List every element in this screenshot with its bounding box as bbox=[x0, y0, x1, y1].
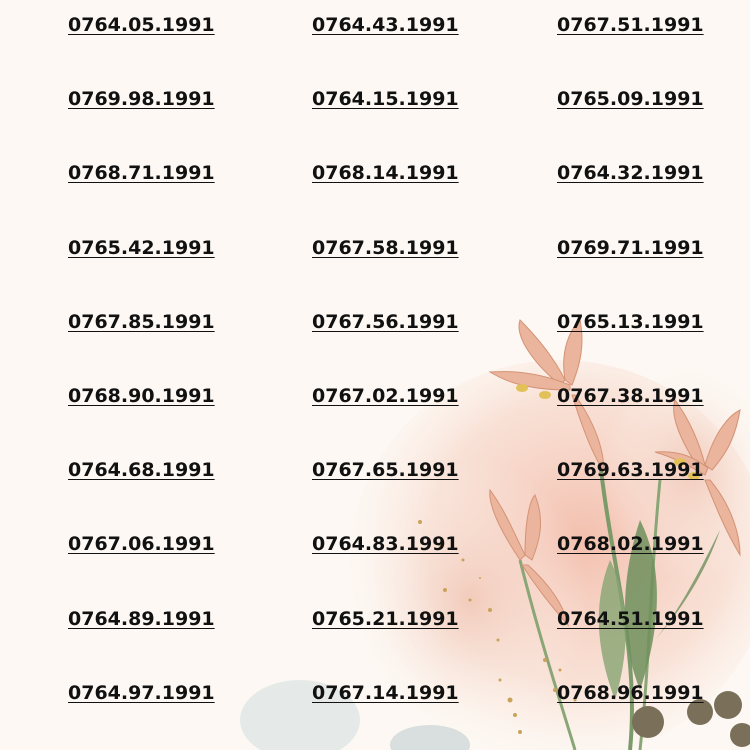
number-link[interactable]: 0767.56.1991 bbox=[312, 311, 459, 333]
number-link[interactable]: 0764.68.1991 bbox=[68, 459, 215, 481]
number-link[interactable]: 0764.43.1991 bbox=[312, 14, 459, 36]
number-link[interactable]: 0767.85.1991 bbox=[68, 311, 215, 333]
number-link[interactable]: 0764.51.1991 bbox=[557, 608, 704, 630]
number-link[interactable]: 0765.13.1991 bbox=[557, 311, 704, 333]
number-link[interactable]: 0767.38.1991 bbox=[557, 385, 704, 407]
number-link[interactable]: 0764.15.1991 bbox=[312, 88, 459, 110]
number-link[interactable]: 0769.71.1991 bbox=[557, 237, 704, 259]
number-link[interactable]: 0764.97.1991 bbox=[68, 682, 215, 704]
number-link[interactable]: 0768.02.1991 bbox=[557, 533, 704, 555]
number-link[interactable]: 0768.14.1991 bbox=[312, 162, 459, 184]
number-link[interactable]: 0769.63.1991 bbox=[557, 459, 704, 481]
number-link[interactable]: 0764.05.1991 bbox=[68, 14, 215, 36]
number-link[interactable]: 0767.58.1991 bbox=[312, 237, 459, 259]
number-link[interactable]: 0764.89.1991 bbox=[68, 608, 215, 630]
number-link[interactable]: 0765.42.1991 bbox=[68, 237, 215, 259]
number-link[interactable]: 0767.14.1991 bbox=[312, 682, 459, 704]
number-link[interactable]: 0767.02.1991 bbox=[312, 385, 459, 407]
number-link[interactable]: 0768.71.1991 bbox=[68, 162, 215, 184]
number-link[interactable]: 0765.21.1991 bbox=[312, 608, 459, 630]
number-link[interactable]: 0767.06.1991 bbox=[68, 533, 215, 555]
number-link[interactable]: 0764.32.1991 bbox=[557, 162, 704, 184]
number-link[interactable]: 0764.83.1991 bbox=[312, 533, 459, 555]
number-link[interactable]: 0767.51.1991 bbox=[557, 14, 704, 36]
number-link[interactable]: 0768.90.1991 bbox=[68, 385, 215, 407]
number-link[interactable]: 0765.09.1991 bbox=[557, 88, 704, 110]
number-link[interactable]: 0768.96.1991 bbox=[557, 682, 704, 704]
number-link[interactable]: 0769.98.1991 bbox=[68, 88, 215, 110]
number-link[interactable]: 0767.65.1991 bbox=[312, 459, 459, 481]
